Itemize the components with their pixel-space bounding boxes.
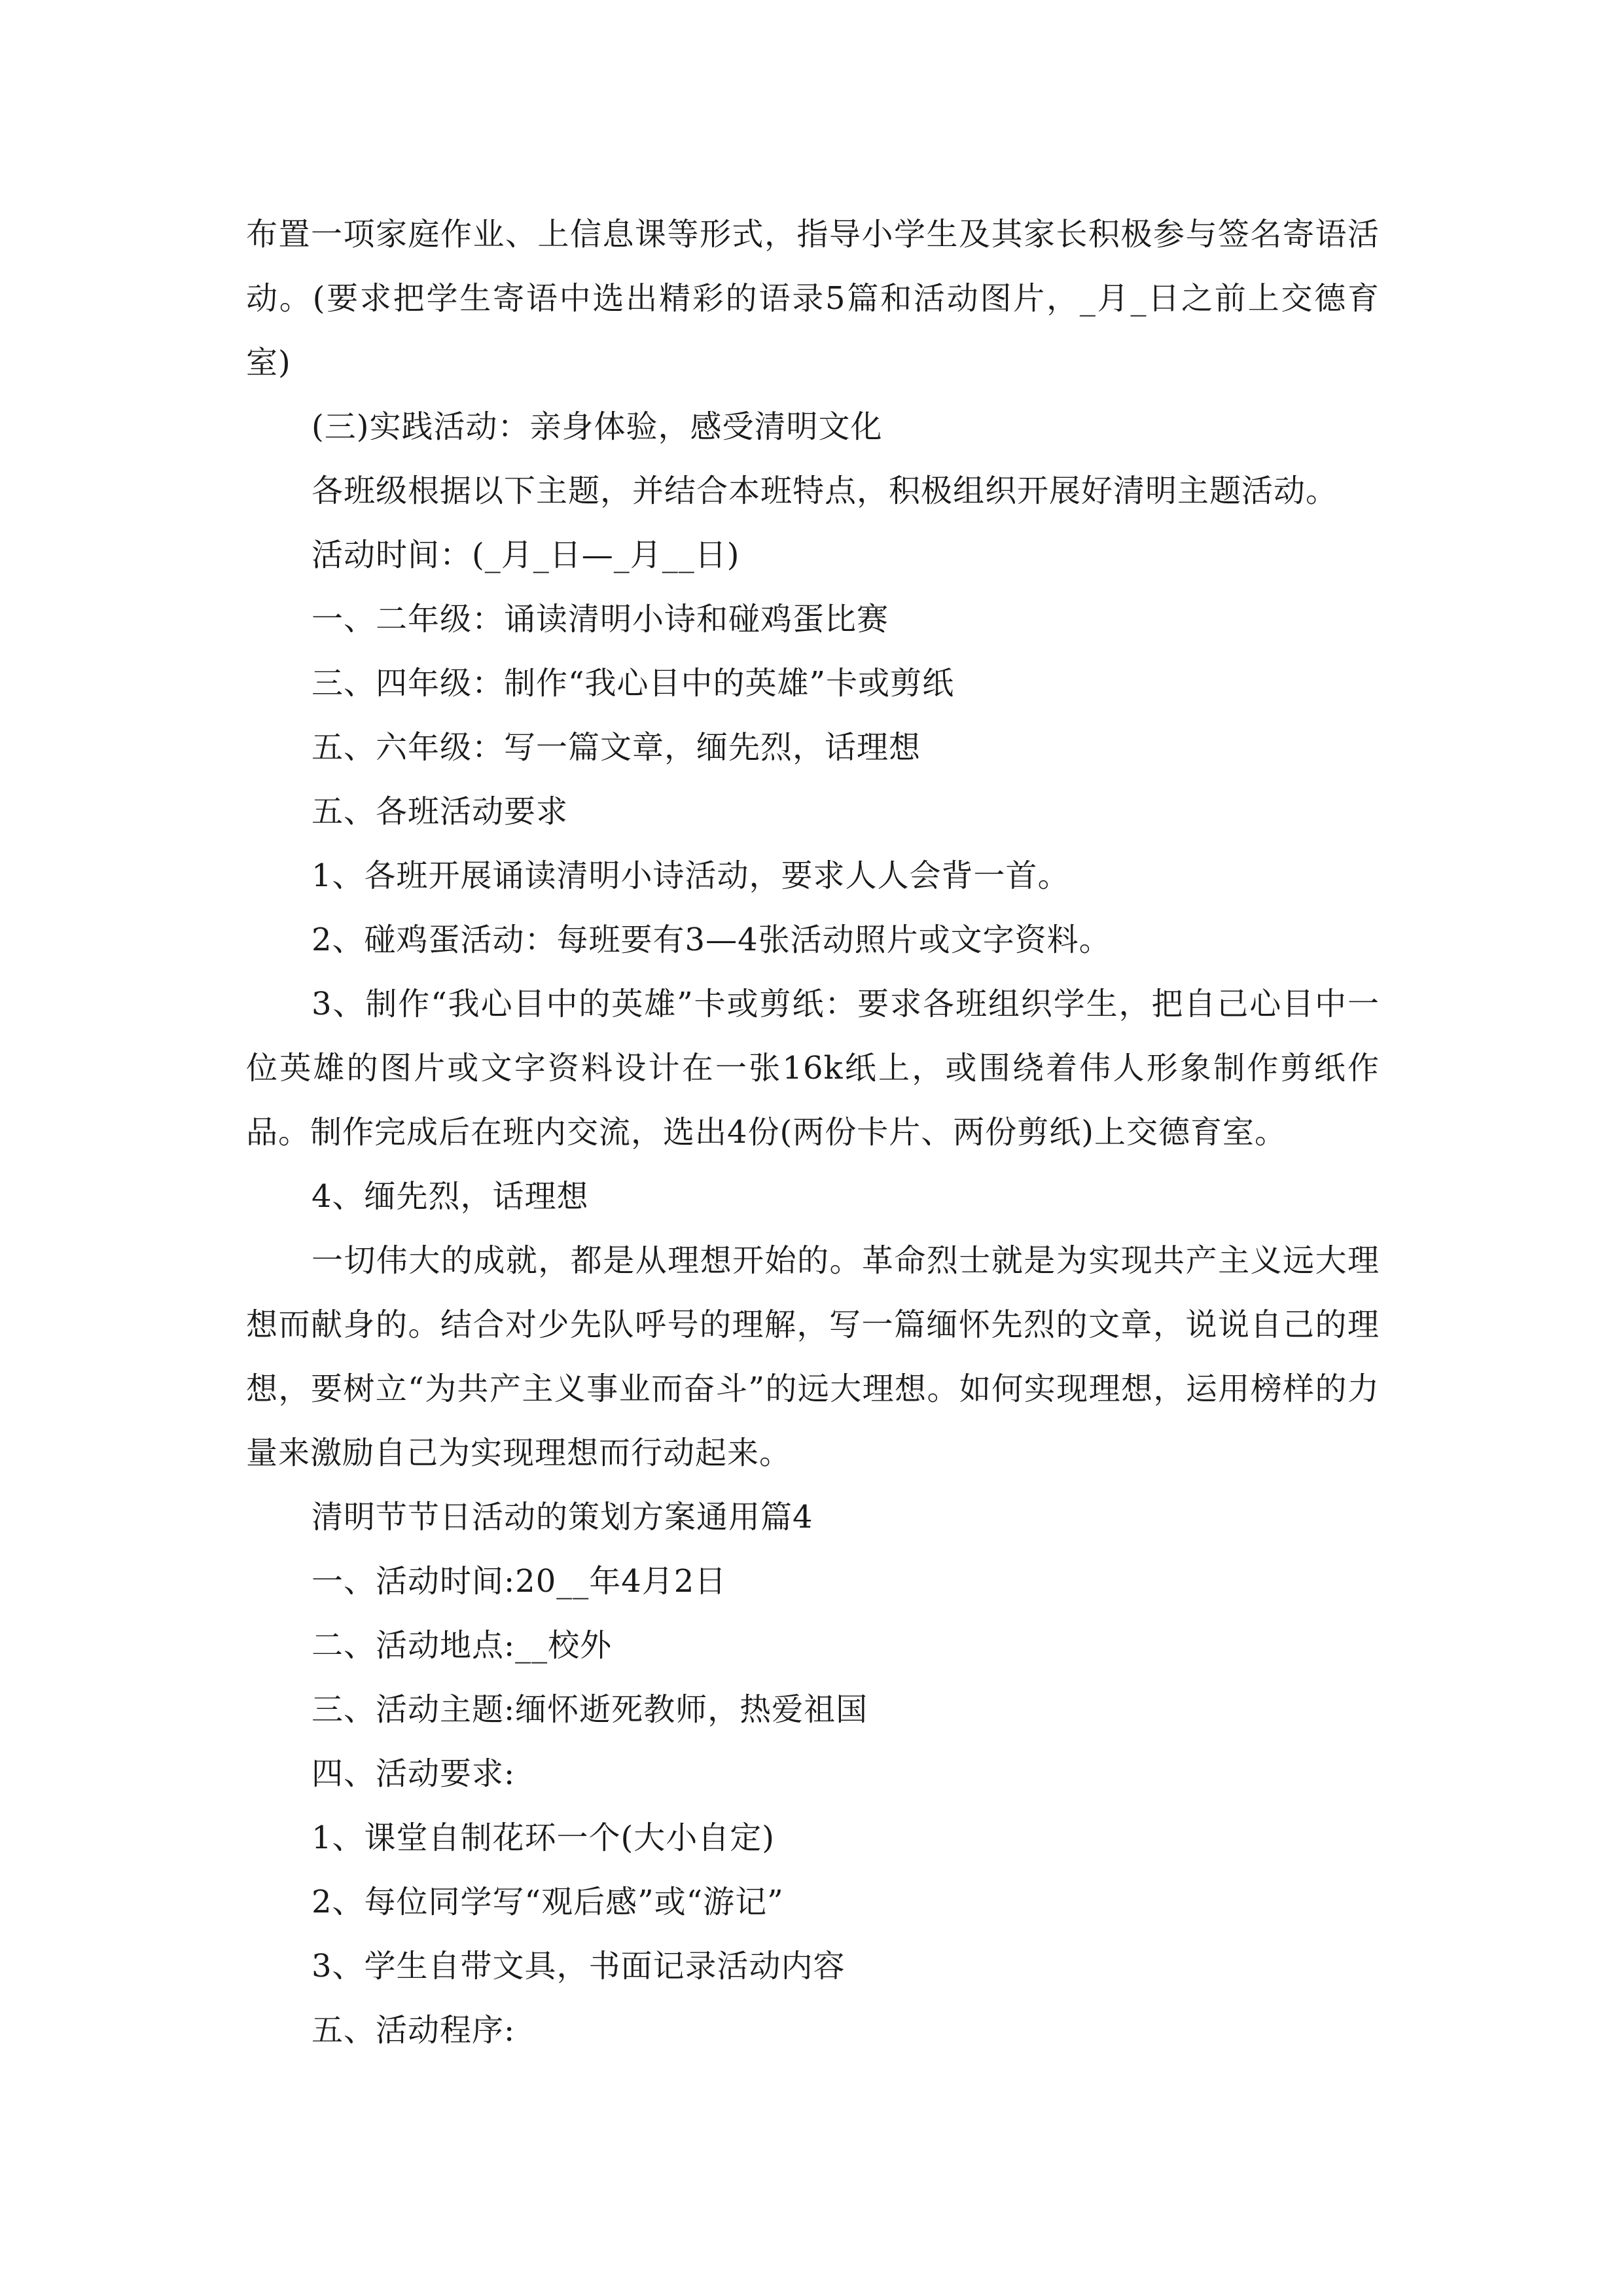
grade-item-3-4: 三、四年级：制作“我心目中的英雄”卡或剪纸 <box>312 665 955 702</box>
section-heading-requirements: 五、各班活动要求 <box>312 793 569 830</box>
grade-item-1-2: 一、二年级：诵读清明小诗和碰鸡蛋比赛 <box>312 601 889 637</box>
requirement-item-3: 3、制作“我心目中的英雄”卡或剪纸：要求各班组织学生，把自己心目中一位英雄的图片或文字资料设计在一张16k纸上，或围绕着伟人形象制作剪纸作品。制作完成后在班内交流，选出4份(两份卡片、两份剪纸)上交德育室。 <box>246 986 1380 1151</box>
grade-item-5-6: 五、六年级：写一篇文章，缅先烈，话理想 <box>312 729 921 766</box>
paragraph-ideals: 一切伟大的成就，都是从理想开始的。革命烈士就是为实现共产主义远大理想而献身的。结合对少先队呼号的理解，写一篇缅怀先烈的文章，说说自己的理想，要树立“为共产主义事业而奋斗”的远大理想。如何实现理想，运用榜样的力量来激励自己为实现理想而行动起来。 <box>246 1242 1380 1471</box>
paragraph-3: 各班级根据以下主题，并结合本班特点，积极组织开展好清明主题活动。 <box>312 473 1338 509</box>
plan-requirement-3: 3、学生自带文具，书面记录活动内容 <box>312 1948 846 1984</box>
paragraph-1: 布置一项家庭作业、上信息课等形式，指导小学生及其家长积极参与签名寄语活动。(要求把学生寄语中选出精彩的语录5篇和活动图片，_月_日之前上交德育室) <box>246 216 1380 381</box>
requirement-item-1: 1、各班开展诵读清明小诗活动，要求人人会背一首。 <box>312 857 1070 894</box>
document-body <box>246 202 1380 2062</box>
plan-requirement-1: 1、课堂自制花环一个(大小自定) <box>312 1820 775 1856</box>
plan-time: 一、活动时间:20__年4月2日 <box>312 1563 727 1600</box>
plan-procedure-heading: 五、活动程序: <box>312 2012 516 2049</box>
requirement-item-2: 2、碰鸡蛋活动：每班要有3—4张活动照片或文字资料。 <box>312 922 1111 958</box>
section-heading-practice: (三)实践活动：亲身体验，感受清明文化 <box>312 408 883 445</box>
requirement-item-4: 4、缅先烈，话理想 <box>312 1178 589 1215</box>
activity-time-line: 活动时间：(_月_日—_月__日) <box>312 537 740 573</box>
plan-location: 二、活动地点:__校外 <box>312 1627 613 1664</box>
plan-theme: 三、活动主题:缅怀逝死教师，热爱祖国 <box>312 1691 868 1728</box>
plan-requirement-2: 2、每位同学写“观后感”或“游记” <box>312 1884 784 1920</box>
plan-title-4: 清明节节日活动的策划方案通用篇4 <box>312 1499 813 1535</box>
plan-requirements-heading: 四、活动要求: <box>312 1755 516 1792</box>
